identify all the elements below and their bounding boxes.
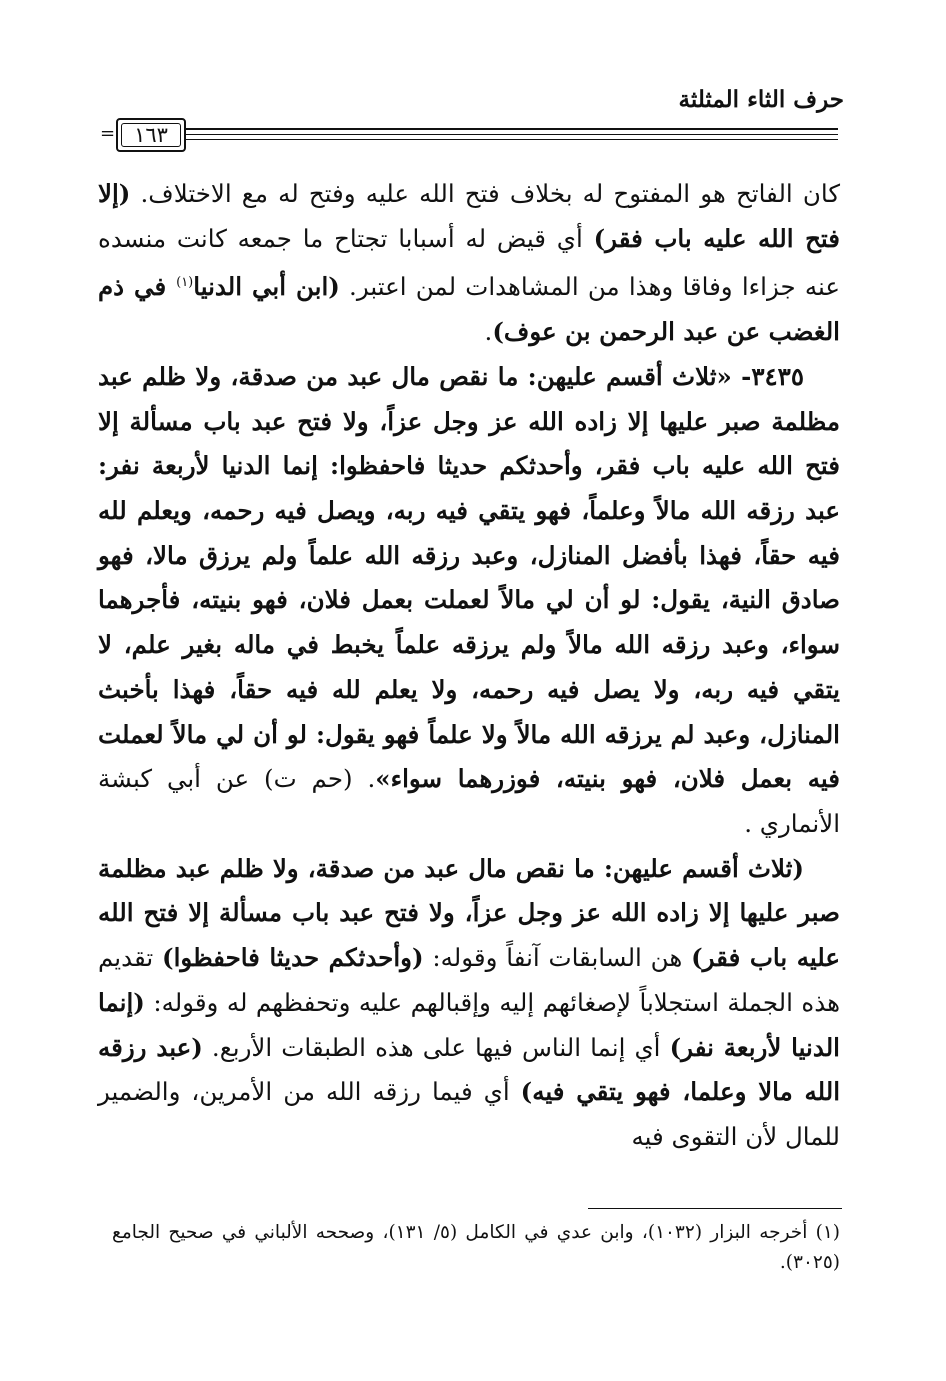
header-rule	[100, 118, 838, 154]
header-rule-line	[186, 139, 838, 140]
commentary-text: أي فيما رزقه الله من الأمرين، والضمير للمال لأن التقوى فيه	[98, 1077, 840, 1151]
running-header-title: حرف الثاء المثلثة	[678, 86, 844, 113]
commentary-text: أي قيض له أسبابا تجتاح ما جمعه كانت منسده عنه جزاءا وفاقا وهذا من المشاهدات لمن اعتبر.	[98, 223, 840, 302]
footnote-1: (١) أخرجه البزار (١٠٣٢)، وابن عدي في الكامل (٥/ ١٣١)، وصححه الألباني في صحيح الجامع (٣٠٢٥).	[112, 1222, 840, 1273]
hadith-quote: (وأحدثكم حديثا فاحفظوا)	[162, 943, 424, 973]
hadith-source: . (حم ت) عن أبي كبشة الأنماري .	[98, 764, 840, 838]
footnotes	[112, 1218, 840, 1278]
paragraph-commentary-continued	[98, 172, 840, 355]
hadith-number: ٣٤٣٥-	[731, 361, 804, 391]
commentary-text: أي إنما الناس فيها على هذه الطبقات الأربع.	[202, 1032, 670, 1062]
hadith-text: «ثلاث أقسم عليهن: ما نقص مال عبد من صدقة، ولا ظلم عبد مظلمة صبر عليها إلا زاده الله عز وجل عزاً، ولا فتح عبد باب مسألة إلا فتح الله عليه باب فقر، وأحدثكم حديثا فاحفظوا: إنما الدنيا لأربعة نفر: عبد رزقه الله مالاً وعلماً، فهو يتقي فيه ربه، ويصل فيه رحمه، ويعلم لله فيه حقاً، فهذا بأفضل المنازل، وعبد رزقه الله علماً ولم يرزق مالا، فهو صادق النية، يقول: لو أن لي مالاً لعملت بعمل فلان، فهو بنيته، فأجرهما سواء، وعبد رزقه الله مالاً ولم يرزقه علماً يخبط في ماله بغير علم، لا يتقي فيه ربه، ولا يصل فيه رحمه، ولا يعلم لله فيه حقاً، فهذا بأخبث المنازل، وعبد لم يرزقه الله مالاً ولا علماً فهو يقول: لو أن لي مالاً لعملت فيه بعمل فلان، فهو بنيته، فوزرهما سواء»	[98, 361, 840, 794]
hadith-quote: (إنما الدنيا لأربعة نفر)	[98, 987, 840, 1062]
header-rule-line	[186, 134, 838, 135]
page-number-frame	[116, 118, 186, 152]
header-equals-mark: =	[100, 123, 116, 144]
commentary-text: كان الفاتح هو المفتوح له بخلاف فتح الله عليه وفتح له مع الاختلاف.	[130, 179, 840, 208]
commentary-text: هن السابقات آنفاً وقوله:	[423, 943, 692, 973]
footnote-separator	[588, 1208, 842, 1209]
hadith-quote: (ثلاث أقسم عليهن: ما نقص مال عبد من صدقة، ولا ظلم عبد مظلمة صبر عليها إلا زاده الله عز وجل عزاً، ولا فتح عبد باب مسألة إلا فتح الله عليه باب فقر)	[98, 853, 840, 973]
footnote-ref[interactable]: (١)	[176, 275, 194, 291]
header-rule-line	[186, 128, 838, 130]
source-citation: (ابن أبي الدنيا	[193, 272, 340, 302]
paragraph-hadith-3435	[98, 355, 840, 847]
punctuation: .	[484, 317, 493, 347]
hadith-quote: (عبد رزقه الله مالا وعلما، فهو يتقي فيه)	[98, 1032, 840, 1107]
source-citation: في ذم الغضب عن عبد الرحمن بن عوف)	[98, 272, 840, 347]
page-body	[98, 172, 840, 1160]
page-number: ١٦٣	[134, 123, 168, 147]
hadith-quote: (إلا فتح الله عليه باب فقر)	[98, 179, 840, 253]
commentary-text: تقديم هذه الجملة استجلاباً لإصغائهم إليه وإقبالهم عليه وتحفظهم له وقوله:	[98, 943, 840, 1017]
paragraph-commentary	[98, 847, 840, 1160]
